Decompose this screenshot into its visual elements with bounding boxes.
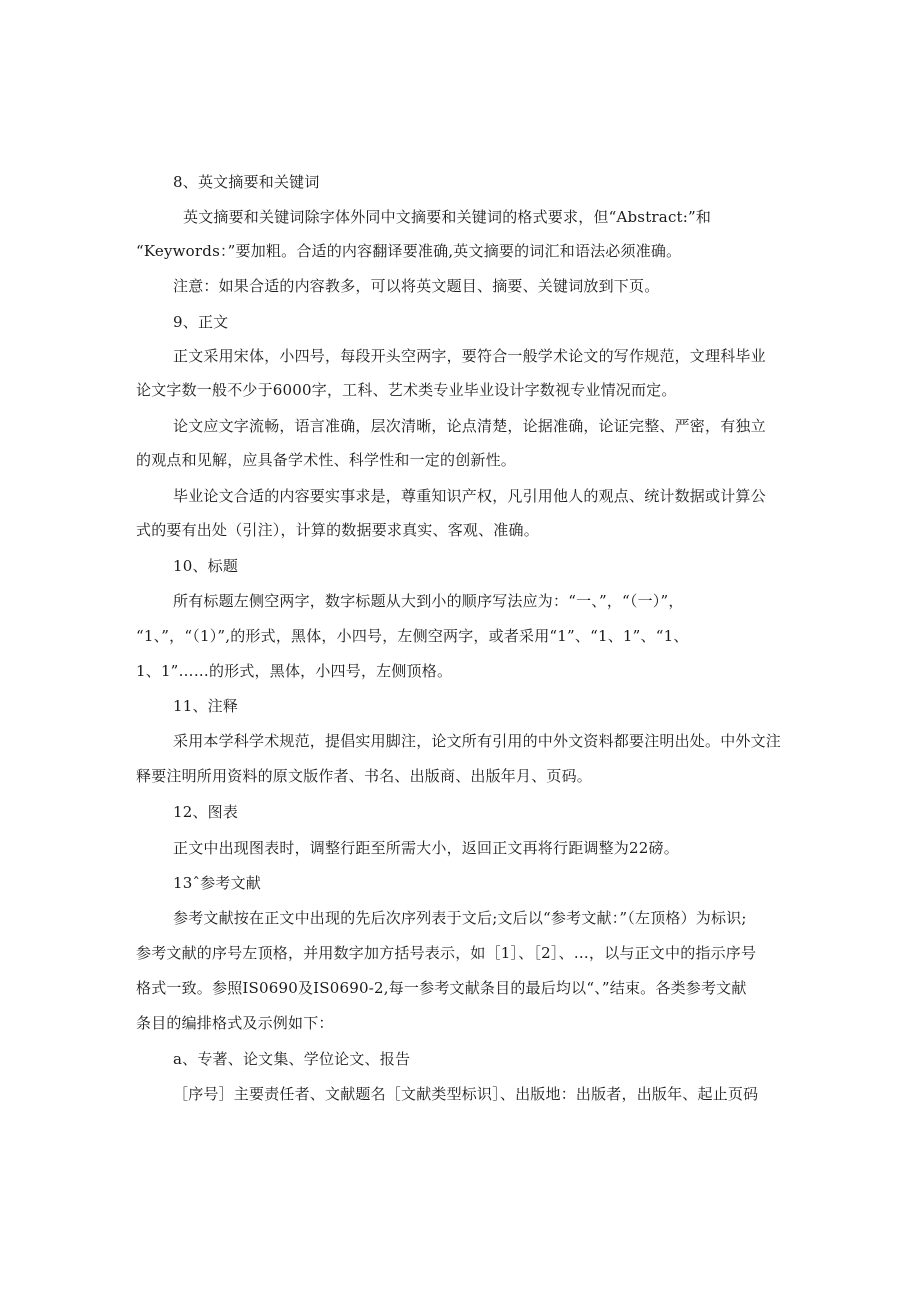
paragraph-line: 毕业论文合适的内容要实事求是，尊重知识产权，凡引用他人的观点、统计数据或计算公 xyxy=(173,487,766,505)
paragraph-line: 参考文献按在正文中出现的先后次序列表于文后;文后以“参考文献：”（左顶格）为标识; xyxy=(173,909,747,927)
paragraph-line: 所有标题左侧空两字，数字标题从大到小的顺序写法应为：“一、”，“（一）”， xyxy=(173,592,684,610)
section-heading-12: 12、图表 xyxy=(173,803,239,821)
paragraph-line: ［序号］主要责任者、文献题名［文献类型标识］、出版地：出版者，出版年、起止页码 xyxy=(173,1085,759,1103)
paragraph-line: 释要注明所用资料的原文版作者、书名、出版商、出版年月、页码。 xyxy=(136,767,593,785)
paragraph-line: 条目的编排格式及示例如下： xyxy=(136,1014,334,1032)
section-heading-9: 9、正文 xyxy=(173,313,229,331)
section-heading-11: 11、注释 xyxy=(173,697,239,715)
paragraph-line: “1、”，“（1）”,的形式，黑体，小四号，左侧空两字，或者采用“1”、“1、1”、“1、 xyxy=(136,627,689,645)
paragraph-line: 式的要有出处（引注），计算的数据要求真实、客观、准确。 xyxy=(136,521,539,539)
paragraph-line: 参考文献的序号左顶格，并用数字加方括号表示，如［1］、［2］、…，以与正文中的指示序号 xyxy=(136,944,757,962)
paragraph-line: 英文摘要和关键词除字体外同中文摘要和关键词的格式要求，但“Abstract:”和 xyxy=(183,208,712,226)
paragraph-line: 论文字数一般不少于6000字，工科、艺术类专业毕业设计字数视专业情况而定。 xyxy=(136,381,677,399)
section-heading-13: 13ˆ参考文献 xyxy=(173,874,261,892)
paragraph-line: 注意：如果合适的内容教多，可以将英文题目、摘要、关键词放到下页。 xyxy=(173,277,660,295)
paragraph-line: 1、1”……的形式，黑体，小四号，左侧顶格。 xyxy=(136,662,453,680)
paragraph-line: 的观点和见解，应具备学术性、科学性和一定的创新性。 xyxy=(136,451,517,469)
paragraph-line: 论文应文字流畅，语言准确，层次清晰，论点清楚，论据准确，论证完整、严密，有独立 xyxy=(173,417,766,435)
paragraph-line: “Keywords：”要加粗。合适的内容翻译要准确,英文摘要的词汇和语法必须准确。 xyxy=(136,242,682,260)
paragraph-line: 采用本学科学术规范，提倡实用脚注，论文所有引用的中外文资料都要注明出处。中外文注 xyxy=(173,732,782,750)
paragraph-line: 正文中出现图表时，调整行距至所需大小，返回正文再将行距调整为22磅。 xyxy=(173,839,679,857)
paragraph-line: 正文采用宋体，小四号，每段开头空两字，要符合一般学术论文的写作规范，文理科毕业 xyxy=(173,347,766,365)
section-heading-10: 10、标题 xyxy=(173,557,239,575)
subsection-heading-a: a、专著、论文集、学位论文、报告 xyxy=(173,1050,411,1068)
section-heading-8: 8、英文摘要和关键词 xyxy=(173,173,320,191)
paragraph-line: 格式一致。参照IS0690及IS0690-2,每一参考文献条目的最后均以“、”结束。各类参考文献 xyxy=(136,979,747,997)
